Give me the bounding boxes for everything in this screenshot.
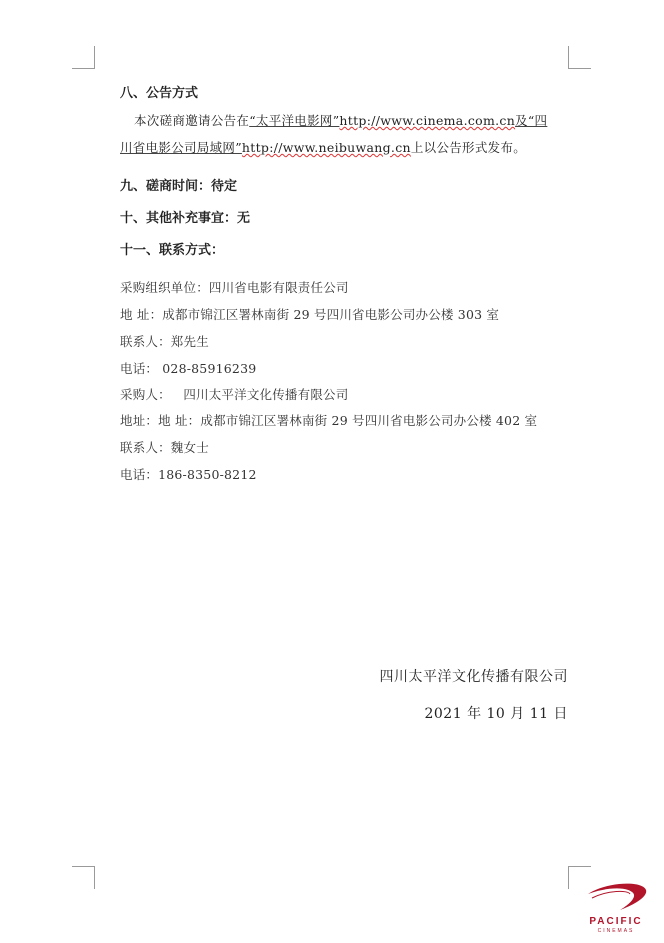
text-segment: 本次磋商邀请公告在	[134, 113, 250, 128]
signature-company: 四川太平洋文化传播有限公司	[379, 669, 568, 685]
url-cinema-link[interactable]: http://www.cinema.com.cn	[339, 113, 516, 128]
contact-purchaser-phone: 电话：186-8350-8212	[120, 467, 257, 482]
section-11-heading: 十一、联系方式：	[120, 243, 225, 258]
contact-purchaser: 采购人： 四川太平洋文化传播有限公司	[120, 387, 349, 402]
contact-org-unit: 采购组织单位：四川省电影有限责任公司	[120, 280, 349, 295]
section-8-heading: 八、公告方式	[120, 86, 199, 101]
contact-org-address: 地 址：成都市锦江区署林南街 29 号四川省电影公司办公楼 303 室	[120, 307, 500, 322]
contact-org-person: 联系人：郑先生	[120, 334, 209, 349]
signature-date: 2021 年 10 月 11 日	[424, 706, 568, 722]
crop-mark-top-right	[568, 46, 591, 69]
contact-org-phone: 电话： 028-85916239	[120, 361, 257, 376]
contact-purchaser-address: 地址：地 址：成都市锦江区署林南街 29 号四川省电影公司办公楼 402 室	[120, 413, 538, 428]
section-9-heading: 九、磋商时间：待定	[120, 179, 238, 194]
crop-mark-bottom-left	[72, 866, 95, 889]
url-neibuwang-link[interactable]: http://www.neibuwang.cn	[241, 140, 411, 155]
logo-subtitle: CINEMAS	[597, 928, 635, 934]
text-segment: 上以公告形式发布。	[410, 140, 527, 155]
text-segment: 及“四	[515, 113, 548, 128]
section-8-line-1	[134, 111, 547, 129]
section-10-heading: 十、其他补充事宜：无	[120, 211, 251, 226]
contact-purchaser-person: 联系人：魏女士	[120, 440, 209, 455]
site-name-pacific: “太平洋电影网”	[249, 113, 340, 128]
site-name-intranet: 川省电影公司局域网”	[120, 140, 242, 155]
section-8-line-2	[120, 138, 526, 156]
crop-mark-top-left	[72, 46, 95, 69]
logo-wordmark: PACIFIC	[589, 916, 643, 927]
